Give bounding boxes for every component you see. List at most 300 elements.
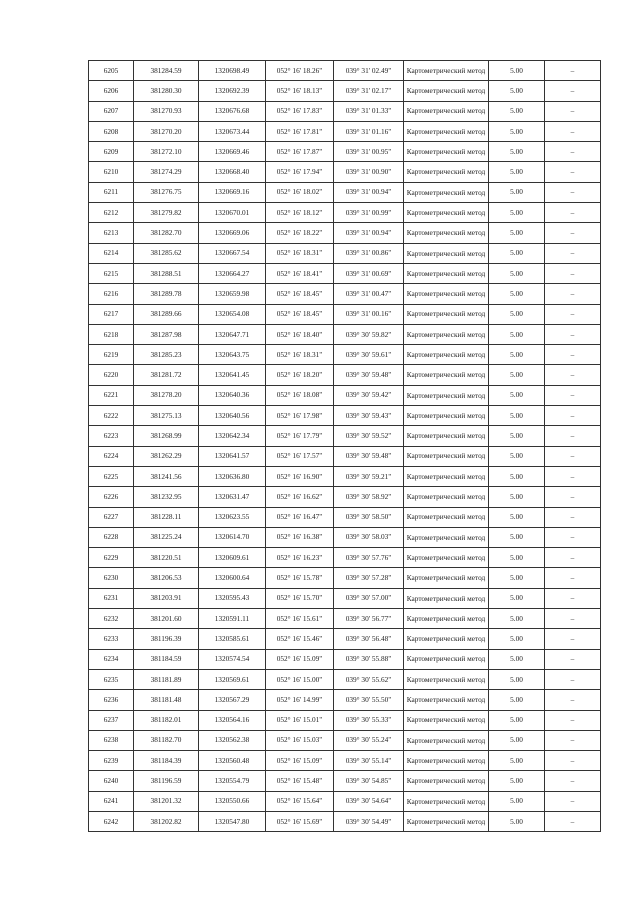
y-coordinate-cell: 1320614.70 <box>199 527 266 547</box>
method-cell: Картометрический метод <box>404 81 489 101</box>
point-number-cell: 6217 <box>89 304 134 324</box>
note-cell: – <box>545 487 601 507</box>
point-number-cell: 6219 <box>89 345 134 365</box>
table-row <box>89 121 601 141</box>
note-cell: – <box>545 791 601 811</box>
latitude-cell: 052° 16' 15.03" <box>266 730 334 750</box>
longitude-cell: 039° 30' 59.61" <box>334 345 404 365</box>
y-coordinate-cell: 1320547.80 <box>199 811 266 831</box>
point-number-cell: 6233 <box>89 629 134 649</box>
latitude-cell: 052° 16' 18.02" <box>266 182 334 202</box>
method-cell: Картометрический метод <box>404 771 489 791</box>
latitude-cell: 052° 16' 17.83" <box>266 101 334 121</box>
point-number-cell: 6235 <box>89 669 134 689</box>
note-cell: – <box>545 406 601 426</box>
latitude-cell: 052° 16' 16.90" <box>266 466 334 486</box>
method-cell: Картометрический метод <box>404 101 489 121</box>
method-cell: Картометрический метод <box>404 345 489 365</box>
latitude-cell: 052° 16' 15.01" <box>266 710 334 730</box>
x-coordinate-cell: 381287.98 <box>134 324 199 344</box>
method-cell: Картометрический метод <box>404 223 489 243</box>
latitude-cell: 052° 16' 15.78" <box>266 568 334 588</box>
accuracy-cell: 5.00 <box>489 730 545 750</box>
latitude-cell: 052° 16' 16.62" <box>266 487 334 507</box>
note-cell: – <box>545 121 601 141</box>
table-row <box>89 446 601 466</box>
point-number-cell: 6221 <box>89 385 134 405</box>
x-coordinate-cell: 381274.29 <box>134 162 199 182</box>
longitude-cell: 039° 30' 59.52" <box>334 426 404 446</box>
table-row <box>89 263 601 283</box>
method-cell: Картометрический метод <box>404 710 489 730</box>
point-number-cell: 6230 <box>89 568 134 588</box>
x-coordinate-cell: 381225.24 <box>134 527 199 547</box>
longitude-cell: 039° 30' 59.42" <box>334 385 404 405</box>
x-coordinate-cell: 381288.51 <box>134 263 199 283</box>
x-coordinate-cell: 381202.82 <box>134 811 199 831</box>
accuracy-cell: 5.00 <box>489 101 545 121</box>
x-coordinate-cell: 381181.48 <box>134 690 199 710</box>
y-coordinate-cell: 1320647.71 <box>199 324 266 344</box>
accuracy-cell: 5.00 <box>489 629 545 649</box>
longitude-cell: 039° 30' 55.24" <box>334 730 404 750</box>
y-coordinate-cell: 1320595.43 <box>199 588 266 608</box>
y-coordinate-cell: 1320692.39 <box>199 81 266 101</box>
latitude-cell: 052° 16' 18.22" <box>266 223 334 243</box>
table-row <box>89 426 601 446</box>
accuracy-cell: 5.00 <box>489 365 545 385</box>
longitude-cell: 039° 31' 00.94" <box>334 182 404 202</box>
x-coordinate-cell: 381289.78 <box>134 284 199 304</box>
point-number-cell: 6222 <box>89 406 134 426</box>
x-coordinate-cell: 381268.99 <box>134 426 199 446</box>
method-cell: Картометрический метод <box>404 182 489 202</box>
y-coordinate-cell: 1320562.38 <box>199 730 266 750</box>
latitude-cell: 052° 16' 18.41" <box>266 263 334 283</box>
accuracy-cell: 5.00 <box>489 588 545 608</box>
latitude-cell: 052° 16' 15.61" <box>266 609 334 629</box>
y-coordinate-cell: 1320600.64 <box>199 568 266 588</box>
x-coordinate-cell: 381184.59 <box>134 649 199 669</box>
point-number-cell: 6205 <box>89 61 134 81</box>
latitude-cell: 052° 16' 17.87" <box>266 142 334 162</box>
method-cell: Картометрический метод <box>404 487 489 507</box>
method-cell: Картометрический метод <box>404 162 489 182</box>
point-number-cell: 6212 <box>89 203 134 223</box>
point-number-cell: 6240 <box>89 771 134 791</box>
latitude-cell: 052° 16' 15.64" <box>266 791 334 811</box>
x-coordinate-cell: 381272.10 <box>134 142 199 162</box>
point-number-cell: 6220 <box>89 365 134 385</box>
x-coordinate-cell: 381182.01 <box>134 710 199 730</box>
accuracy-cell: 5.00 <box>489 385 545 405</box>
longitude-cell: 039° 31' 00.90" <box>334 162 404 182</box>
y-coordinate-cell: 1320698.49 <box>199 61 266 81</box>
latitude-cell: 052° 16' 18.31" <box>266 345 334 365</box>
point-number-cell: 6236 <box>89 690 134 710</box>
point-number-cell: 6228 <box>89 527 134 547</box>
y-coordinate-cell: 1320676.68 <box>199 101 266 121</box>
longitude-cell: 039° 31' 01.16" <box>334 121 404 141</box>
x-coordinate-cell: 381232.95 <box>134 487 199 507</box>
table-row <box>89 730 601 750</box>
x-coordinate-cell: 381289.66 <box>134 304 199 324</box>
x-coordinate-cell: 381201.60 <box>134 609 199 629</box>
table-row <box>89 609 601 629</box>
method-cell: Картометрический метод <box>404 568 489 588</box>
accuracy-cell: 5.00 <box>489 751 545 771</box>
note-cell: – <box>545 811 601 831</box>
method-cell: Картометрический метод <box>404 406 489 426</box>
y-coordinate-cell: 1320641.45 <box>199 365 266 385</box>
accuracy-cell: 5.00 <box>489 142 545 162</box>
note-cell: – <box>545 609 601 629</box>
y-coordinate-cell: 1320668.40 <box>199 162 266 182</box>
x-coordinate-cell: 381270.93 <box>134 101 199 121</box>
y-coordinate-cell: 1320560.48 <box>199 751 266 771</box>
method-cell: Картометрический метод <box>404 466 489 486</box>
y-coordinate-cell: 1320564.16 <box>199 710 266 730</box>
latitude-cell: 052° 16' 18.13" <box>266 81 334 101</box>
table-row <box>89 304 601 324</box>
y-coordinate-cell: 1320636.80 <box>199 466 266 486</box>
accuracy-cell: 5.00 <box>489 324 545 344</box>
method-cell: Картометрический метод <box>404 324 489 344</box>
x-coordinate-cell: 381203.91 <box>134 588 199 608</box>
x-coordinate-cell: 381181.89 <box>134 669 199 689</box>
y-coordinate-cell: 1320642.34 <box>199 426 266 446</box>
table-row <box>89 223 601 243</box>
accuracy-cell: 5.00 <box>489 649 545 669</box>
y-coordinate-cell: 1320591.11 <box>199 609 266 629</box>
longitude-cell: 039° 30' 59.82" <box>334 324 404 344</box>
table-row <box>89 243 601 263</box>
accuracy-cell: 5.00 <box>489 487 545 507</box>
table-row <box>89 365 601 385</box>
method-cell: Картометрический метод <box>404 690 489 710</box>
latitude-cell: 052° 16' 16.47" <box>266 507 334 527</box>
method-cell: Картометрический метод <box>404 263 489 283</box>
table-row <box>89 182 601 202</box>
longitude-cell: 039° 31' 01.33" <box>334 101 404 121</box>
latitude-cell: 052° 16' 18.12" <box>266 203 334 223</box>
note-cell: – <box>545 669 601 689</box>
note-cell: – <box>545 81 601 101</box>
longitude-cell: 039° 30' 55.88" <box>334 649 404 669</box>
table-row <box>89 649 601 669</box>
latitude-cell: 052° 16' 17.81" <box>266 121 334 141</box>
table-row <box>89 324 601 344</box>
point-number-cell: 6232 <box>89 609 134 629</box>
point-number-cell: 6218 <box>89 324 134 344</box>
longitude-cell: 039° 30' 59.48" <box>334 446 404 466</box>
accuracy-cell: 5.00 <box>489 527 545 547</box>
longitude-cell: 039° 30' 56.77" <box>334 609 404 629</box>
document-page <box>88 60 600 832</box>
note-cell: – <box>545 548 601 568</box>
y-coordinate-cell: 1320640.56 <box>199 406 266 426</box>
method-cell: Картометрический метод <box>404 730 489 750</box>
method-cell: Картометрический метод <box>404 61 489 81</box>
latitude-cell: 052° 16' 18.31" <box>266 243 334 263</box>
latitude-cell: 052° 16' 17.94" <box>266 162 334 182</box>
note-cell: – <box>545 751 601 771</box>
point-number-cell: 6223 <box>89 426 134 446</box>
note-cell: – <box>545 101 601 121</box>
x-coordinate-cell: 381279.82 <box>134 203 199 223</box>
method-cell: Картометрический метод <box>404 791 489 811</box>
method-cell: Картометрический метод <box>404 284 489 304</box>
note-cell: – <box>545 426 601 446</box>
point-number-cell: 6208 <box>89 121 134 141</box>
y-coordinate-cell: 1320574.54 <box>199 649 266 669</box>
method-cell: Картометрический метод <box>404 629 489 649</box>
longitude-cell: 039° 31' 00.69" <box>334 263 404 283</box>
y-coordinate-cell: 1320623.55 <box>199 507 266 527</box>
accuracy-cell: 5.00 <box>489 162 545 182</box>
method-cell: Картометрический метод <box>404 142 489 162</box>
point-number-cell: 6234 <box>89 649 134 669</box>
longitude-cell: 039° 30' 58.50" <box>334 507 404 527</box>
note-cell: – <box>545 385 601 405</box>
accuracy-cell: 5.00 <box>489 690 545 710</box>
accuracy-cell: 5.00 <box>489 203 545 223</box>
latitude-cell: 052° 16' 15.70" <box>266 588 334 608</box>
longitude-cell: 039° 30' 57.76" <box>334 548 404 568</box>
y-coordinate-cell: 1320673.44 <box>199 121 266 141</box>
x-coordinate-cell: 381278.20 <box>134 385 199 405</box>
coordinates-table <box>88 60 601 832</box>
note-cell: – <box>545 527 601 547</box>
table-row <box>89 203 601 223</box>
y-coordinate-cell: 1320631.47 <box>199 487 266 507</box>
latitude-cell: 052° 16' 16.23" <box>266 548 334 568</box>
table-row <box>89 406 601 426</box>
point-number-cell: 6242 <box>89 811 134 831</box>
x-coordinate-cell: 381275.13 <box>134 406 199 426</box>
point-number-cell: 6207 <box>89 101 134 121</box>
note-cell: – <box>545 446 601 466</box>
y-coordinate-cell: 1320669.16 <box>199 182 266 202</box>
y-coordinate-cell: 1320669.46 <box>199 142 266 162</box>
y-coordinate-cell: 1320569.61 <box>199 669 266 689</box>
x-coordinate-cell: 381196.39 <box>134 629 199 649</box>
x-coordinate-cell: 381285.62 <box>134 243 199 263</box>
accuracy-cell: 5.00 <box>489 426 545 446</box>
note-cell: – <box>545 507 601 527</box>
table-row <box>89 588 601 608</box>
latitude-cell: 052° 16' 15.46" <box>266 629 334 649</box>
longitude-cell: 039° 30' 57.28" <box>334 568 404 588</box>
table-row <box>89 690 601 710</box>
point-number-cell: 6227 <box>89 507 134 527</box>
note-cell: – <box>545 324 601 344</box>
note-cell: – <box>545 365 601 385</box>
x-coordinate-cell: 381196.59 <box>134 771 199 791</box>
x-coordinate-cell: 381220.51 <box>134 548 199 568</box>
table-row <box>89 507 601 527</box>
method-cell: Картометрический метод <box>404 751 489 771</box>
point-number-cell: 6225 <box>89 466 134 486</box>
x-coordinate-cell: 381262.29 <box>134 446 199 466</box>
table-row <box>89 81 601 101</box>
x-coordinate-cell: 381228.11 <box>134 507 199 527</box>
latitude-cell: 052° 16' 18.45" <box>266 304 334 324</box>
longitude-cell: 039° 31' 02.17" <box>334 81 404 101</box>
note-cell: – <box>545 223 601 243</box>
table-row <box>89 771 601 791</box>
method-cell: Картометрический метод <box>404 649 489 669</box>
method-cell: Картометрический метод <box>404 426 489 446</box>
latitude-cell: 052° 16' 14.99" <box>266 690 334 710</box>
accuracy-cell: 5.00 <box>489 243 545 263</box>
table-row <box>89 629 601 649</box>
accuracy-cell: 5.00 <box>489 81 545 101</box>
accuracy-cell: 5.00 <box>489 811 545 831</box>
longitude-cell: 039° 31' 00.95" <box>334 142 404 162</box>
latitude-cell: 052° 16' 15.48" <box>266 771 334 791</box>
latitude-cell: 052° 16' 15.69" <box>266 811 334 831</box>
point-number-cell: 6229 <box>89 548 134 568</box>
table-row <box>89 487 601 507</box>
table-row <box>89 101 601 121</box>
longitude-cell: 039° 30' 55.14" <box>334 751 404 771</box>
point-number-cell: 6215 <box>89 263 134 283</box>
point-number-cell: 6210 <box>89 162 134 182</box>
longitude-cell: 039° 30' 56.48" <box>334 629 404 649</box>
y-coordinate-cell: 1320567.29 <box>199 690 266 710</box>
method-cell: Картометрический метод <box>404 609 489 629</box>
y-coordinate-cell: 1320554.79 <box>199 771 266 791</box>
coordinates-table-body <box>89 61 601 832</box>
note-cell: – <box>545 182 601 202</box>
latitude-cell: 052° 16' 15.09" <box>266 649 334 669</box>
x-coordinate-cell: 381270.20 <box>134 121 199 141</box>
accuracy-cell: 5.00 <box>489 263 545 283</box>
method-cell: Картометрический метод <box>404 365 489 385</box>
latitude-cell: 052° 16' 18.08" <box>266 385 334 405</box>
point-number-cell: 6224 <box>89 446 134 466</box>
x-coordinate-cell: 381284.59 <box>134 61 199 81</box>
longitude-cell: 039° 30' 54.64" <box>334 791 404 811</box>
point-number-cell: 6237 <box>89 710 134 730</box>
longitude-cell: 039° 30' 54.49" <box>334 811 404 831</box>
longitude-cell: 039° 30' 55.50" <box>334 690 404 710</box>
accuracy-cell: 5.00 <box>489 710 545 730</box>
y-coordinate-cell: 1320550.66 <box>199 791 266 811</box>
x-coordinate-cell: 381276.75 <box>134 182 199 202</box>
note-cell: – <box>545 162 601 182</box>
accuracy-cell: 5.00 <box>489 304 545 324</box>
longitude-cell: 039° 30' 58.92" <box>334 487 404 507</box>
note-cell: – <box>545 345 601 365</box>
y-coordinate-cell: 1320585.61 <box>199 629 266 649</box>
longitude-cell: 039° 30' 57.00" <box>334 588 404 608</box>
point-number-cell: 6226 <box>89 487 134 507</box>
accuracy-cell: 5.00 <box>489 182 545 202</box>
note-cell: – <box>545 649 601 669</box>
longitude-cell: 039° 31' 00.94" <box>334 223 404 243</box>
table-row <box>89 142 601 162</box>
x-coordinate-cell: 381241.56 <box>134 466 199 486</box>
accuracy-cell: 5.00 <box>489 669 545 689</box>
method-cell: Картометрический метод <box>404 304 489 324</box>
method-cell: Картометрический метод <box>404 385 489 405</box>
longitude-cell: 039° 31' 00.16" <box>334 304 404 324</box>
table-row <box>89 162 601 182</box>
note-cell: – <box>545 304 601 324</box>
accuracy-cell: 5.00 <box>489 791 545 811</box>
method-cell: Картометрический метод <box>404 588 489 608</box>
x-coordinate-cell: 381201.32 <box>134 791 199 811</box>
latitude-cell: 052° 16' 15.09" <box>266 751 334 771</box>
y-coordinate-cell: 1320641.57 <box>199 446 266 466</box>
longitude-cell: 039° 30' 54.85" <box>334 771 404 791</box>
latitude-cell: 052° 16' 18.26" <box>266 61 334 81</box>
y-coordinate-cell: 1320664.27 <box>199 263 266 283</box>
note-cell: – <box>545 263 601 283</box>
x-coordinate-cell: 381281.72 <box>134 365 199 385</box>
longitude-cell: 039° 30' 59.48" <box>334 365 404 385</box>
note-cell: – <box>545 284 601 304</box>
table-row <box>89 710 601 730</box>
latitude-cell: 052° 16' 18.45" <box>266 284 334 304</box>
table-row <box>89 345 601 365</box>
x-coordinate-cell: 381184.39 <box>134 751 199 771</box>
point-number-cell: 6231 <box>89 588 134 608</box>
accuracy-cell: 5.00 <box>489 284 545 304</box>
x-coordinate-cell: 381282.70 <box>134 223 199 243</box>
point-number-cell: 6209 <box>89 142 134 162</box>
method-cell: Картометрический метод <box>404 811 489 831</box>
longitude-cell: 039° 30' 59.21" <box>334 466 404 486</box>
longitude-cell: 039° 30' 55.33" <box>334 710 404 730</box>
table-row <box>89 669 601 689</box>
longitude-cell: 039° 31' 00.47" <box>334 284 404 304</box>
method-cell: Картометрический метод <box>404 243 489 263</box>
point-number-cell: 6216 <box>89 284 134 304</box>
latitude-cell: 052° 16' 18.20" <box>266 365 334 385</box>
latitude-cell: 052° 16' 17.79" <box>266 426 334 446</box>
accuracy-cell: 5.00 <box>489 466 545 486</box>
longitude-cell: 039° 30' 55.62" <box>334 669 404 689</box>
note-cell: – <box>545 690 601 710</box>
longitude-cell: 039° 30' 58.03" <box>334 527 404 547</box>
accuracy-cell: 5.00 <box>489 223 545 243</box>
accuracy-cell: 5.00 <box>489 507 545 527</box>
table-row <box>89 527 601 547</box>
y-coordinate-cell: 1320654.08 <box>199 304 266 324</box>
latitude-cell: 052° 16' 18.40" <box>266 324 334 344</box>
table-row <box>89 811 601 831</box>
point-number-cell: 6241 <box>89 791 134 811</box>
longitude-cell: 039° 31' 00.99" <box>334 203 404 223</box>
method-cell: Картометрический метод <box>404 527 489 547</box>
x-coordinate-cell: 381280.30 <box>134 81 199 101</box>
y-coordinate-cell: 1320659.98 <box>199 284 266 304</box>
table-row <box>89 466 601 486</box>
latitude-cell: 052° 16' 17.57" <box>266 446 334 466</box>
note-cell: – <box>545 61 601 81</box>
note-cell: – <box>545 771 601 791</box>
y-coordinate-cell: 1320640.36 <box>199 385 266 405</box>
latitude-cell: 052° 16' 15.00" <box>266 669 334 689</box>
method-cell: Картометрический метод <box>404 669 489 689</box>
point-number-cell: 6214 <box>89 243 134 263</box>
y-coordinate-cell: 1320667.54 <box>199 243 266 263</box>
x-coordinate-cell: 381206.53 <box>134 568 199 588</box>
method-cell: Картометрический метод <box>404 507 489 527</box>
